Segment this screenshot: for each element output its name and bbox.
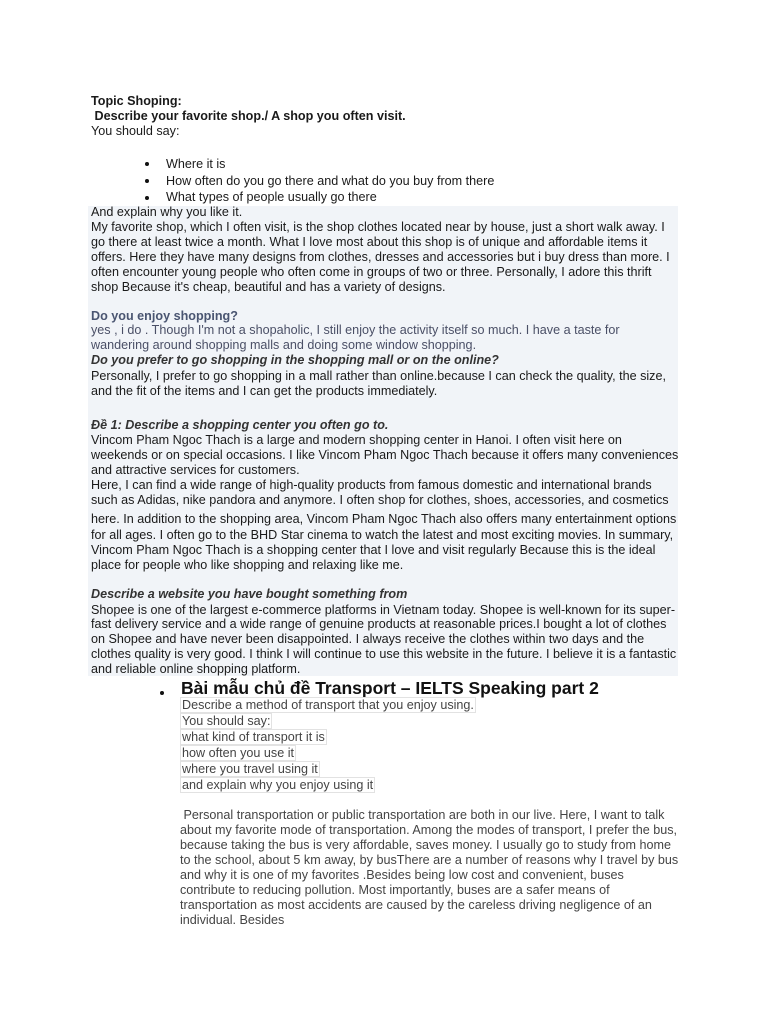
- topic-subtitle: Describe your favorite shop./ A shop you often visit.: [91, 109, 406, 123]
- de1-line: here. In addition to the shopping area, Vincom Pham Ngoc Thach also offers many entertainment options: [91, 512, 677, 526]
- answer-line: yes , i do . Though I'm not a shopaholic, I still enjoy the activity itself so much. I have a taste for: [91, 323, 620, 337]
- transport-heading: Bài mẫu chủ đề Transport – IELTS Speaking part 2: [181, 678, 599, 698]
- de1-line: place for people who like shopping and relaxing like me.: [91, 558, 404, 572]
- bullet-dot: [145, 179, 149, 183]
- de1-line: and attractive services for customers.: [91, 463, 300, 477]
- website-line: fast delivery service and a wide range of genuine products at reasonable prices.I bought a lot of clothes: [91, 617, 667, 631]
- transport-answer-line: and why it is one of my favorites .Besides being low cost and convenient, buses: [180, 868, 624, 882]
- bullet-dot: [160, 691, 164, 695]
- transport-answer-line: to the school, about 5 km away, by busThere are a number of reasons why I travel by bus: [180, 853, 679, 867]
- transport-prompt-line: [180, 746, 296, 761]
- de1-title: Đề 1: Describe a shopping center you often go to.: [91, 418, 389, 432]
- explain-line: And explain why you like it.: [91, 205, 243, 219]
- de1-line: weekends or on special occasions. I like Vincom Pham Ngoc Thach because it offers many conveniences: [91, 448, 679, 462]
- transport-prompt-line: [180, 730, 327, 745]
- website-line: on Shopee and have never been disappointed. I always receive the clothes within two days and the: [91, 632, 645, 646]
- transport-prompt-line: [180, 714, 272, 729]
- answer-line: Personally, I prefer to go shopping in a mall rather than online.because I can check the quality, the size,: [91, 369, 666, 383]
- de1-line: such as Adidas, nike pandora and anymore. I often shop for clothes, shoes, accessories, and cosmetics: [91, 493, 669, 507]
- transport-answer-line: transportation as most accidents are caused by the careless driving negligence of an: [180, 898, 652, 912]
- topic-title: Topic Shoping:: [91, 94, 182, 108]
- question-enjoy-shopping: Do you enjoy shopping?: [91, 309, 238, 323]
- fav-shop-line: often encounter young people who often come in groups of two or three. Personally, I adore this thrift: [91, 265, 652, 279]
- prompt-text: what kind of transport it is: [182, 730, 325, 744]
- fav-shop-line: offers. Here they have many designs from clothes, dresses and accessories but i buy dress than more. I: [91, 250, 670, 264]
- transport-answer-line: Personal transportation or public transportation are both in our live. Here, I want to talk: [180, 808, 665, 822]
- website-line: Shopee is one of the largest e-commerce platforms in Vietnam today. Shopee is well-known for its super-: [91, 603, 676, 617]
- topic-bullet-2: How often do you go there and what do you buy from there: [166, 174, 495, 188]
- website-line: and reliable online shopping platform.: [91, 662, 301, 676]
- topic-bullet-3: What types of people usually go there: [166, 190, 377, 204]
- transport-prompt-line: [180, 762, 320, 777]
- transport-answer-line: about my favorite mode of transportation. Among the modes of transport, I prefer the bus,: [180, 823, 678, 837]
- transport-answer-line: individual. Besides: [180, 913, 285, 927]
- de1-line: Vincom Pham Ngoc Thach is a shopping center that I love and visit regularly Because this is the ideal: [91, 543, 656, 557]
- prompt-text: how often you use it: [182, 746, 295, 760]
- question-mall-or-online: Do you prefer to go shopping in the shopping mall or on the online?: [91, 353, 499, 367]
- bullet-dot: [145, 162, 149, 166]
- de1-line: Vincom Pham Ngoc Thach is a large and modern shopping center in Hanoi. I often visit here on: [91, 433, 622, 447]
- transport-answer-line: contribute to reducing pollution. Most importantly, buses are a safer means of: [180, 883, 610, 897]
- bullet-dot: [145, 196, 149, 200]
- should-say-label: You should say:: [91, 124, 180, 138]
- prompt-text: and explain why you enjoy using it: [182, 778, 374, 792]
- transport-answer-line: because taking the bus is very affordable, saves money. I usually go to study from home: [180, 838, 671, 852]
- de1-line: Here, I can find a wide range of high-quality products from famous domestic and international brands: [91, 478, 652, 492]
- transport-prompt-line: [180, 698, 476, 713]
- prompt-text: Describe a method of transport that you enjoy using.: [182, 698, 474, 712]
- fav-shop-line: My favorite shop, which I often visit, is the shop clothes located near by house, just a short walk away. I: [91, 220, 665, 234]
- fav-shop-line: go there at least twice a month. What I love most about this shop is of unique and affordable items it: [91, 235, 648, 249]
- answer-line: wandering around shopping malls and doing some window shopping.: [91, 338, 477, 352]
- transport-prompt-line: [180, 778, 375, 793]
- fav-shop-line: shop Because it's cheap, beautiful and has a variety of designs.: [91, 280, 446, 294]
- prompt-text: You should say:: [182, 714, 271, 728]
- topic-bullet-1: Where it is: [166, 157, 226, 171]
- website-title: Describe a website you have bought something from: [91, 587, 408, 601]
- prompt-text: where you travel using it: [182, 762, 318, 776]
- de1-line: for all ages. I often go to the BHD Star cinema to watch the latest and most exciting movies. In summary,: [91, 528, 674, 542]
- answer-line: and the fit of the items and I can get the products immediately.: [91, 384, 438, 398]
- website-line: clothes quality is very good. I think I will continue to use this website in the future. I believe it is a fantastic: [91, 647, 677, 661]
